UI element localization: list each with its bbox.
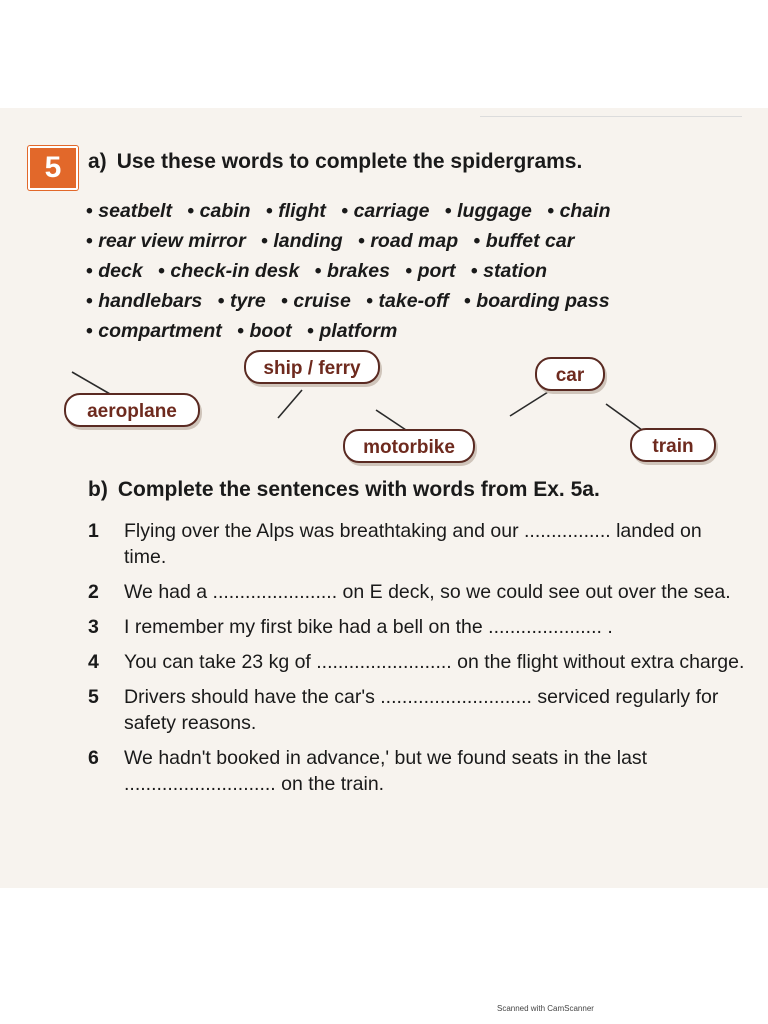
sentence-number: 1 [88, 520, 99, 542]
word: • carriage [341, 200, 429, 222]
word: • road map [358, 230, 458, 252]
word: • compartment [86, 320, 222, 342]
spidergram-ship-ferry: ship / ferry [244, 350, 380, 384]
motorbike-leg [376, 410, 406, 430]
word: • port [405, 260, 455, 282]
word: • platform [307, 320, 397, 342]
word: • brakes [315, 260, 390, 282]
aeroplane-leg [72, 372, 110, 394]
sentence-list [88, 518, 748, 806]
part-b-instruction: Complete the sentences with words from Ex. 5a. [117, 478, 600, 501]
word: • cabin [187, 200, 250, 222]
part-b-heading [88, 478, 600, 502]
car-leg [510, 392, 548, 416]
sentence-text: Flying over the Alps was breathtaking and our ................ landed on time. [124, 520, 702, 568]
word: • luggage [445, 200, 532, 222]
part-a-label: a) [88, 150, 107, 173]
sentence-text: Drivers should have the car's ............................ serviced regularly for safety reasons. [124, 686, 719, 734]
spidergram-motorbike: motorbike [343, 429, 475, 463]
word: • rear view mirror [86, 230, 246, 252]
sentence-text: You can take 23 kg of ......................... on the flight without extra charge. [124, 651, 745, 673]
sentence-item [88, 745, 748, 797]
word: • tyre [218, 290, 266, 312]
sentence-item [88, 649, 748, 675]
sentence-text: We had a ....................... on E deck, so we could see out over the sea. [124, 581, 731, 603]
sentence-item [88, 684, 748, 736]
word: • landing [261, 230, 343, 252]
exercise-number-badge: 5 [28, 146, 78, 190]
part-a-instruction: Use these words to complete the spidergrams. [116, 150, 583, 173]
word: • boarding pass [464, 290, 610, 312]
train-leg [606, 404, 642, 430]
sentence-text: We hadn't booked in advance,' but we found seats in the last ............................ on the train. [124, 747, 648, 795]
sentence-item [88, 579, 748, 605]
word: • check-in desk [158, 260, 299, 282]
sentence-number: 4 [88, 651, 99, 673]
word: • chain [547, 200, 610, 222]
sentence-number: 3 [88, 616, 99, 638]
sentence-item [88, 518, 748, 570]
word: • take-off [366, 290, 448, 312]
word: • handlebars [86, 290, 202, 312]
word: • buffet car [474, 230, 575, 252]
sentence-number: 2 [88, 581, 99, 603]
sentence-number: 5 [88, 686, 99, 708]
spidergram-train: train [630, 428, 716, 462]
part-b-label: b) [88, 478, 108, 501]
word: • station [471, 260, 547, 282]
sentence-item [88, 614, 748, 640]
ship-ferry-leg [278, 390, 302, 418]
word: • boot [237, 320, 291, 342]
scanner-watermark: Scanned with CamScanner [497, 1004, 594, 1013]
word: • deck [86, 260, 143, 282]
word: • cruise [281, 290, 351, 312]
word: • seatbelt [86, 200, 172, 222]
spidergram-car: car [535, 357, 605, 391]
sentence-text: I remember my first bike had a bell on the ..................... . [124, 616, 613, 638]
sentence-number: 6 [88, 747, 99, 769]
spidergram-aeroplane: aeroplane [64, 393, 200, 427]
word: • flight [266, 200, 326, 222]
